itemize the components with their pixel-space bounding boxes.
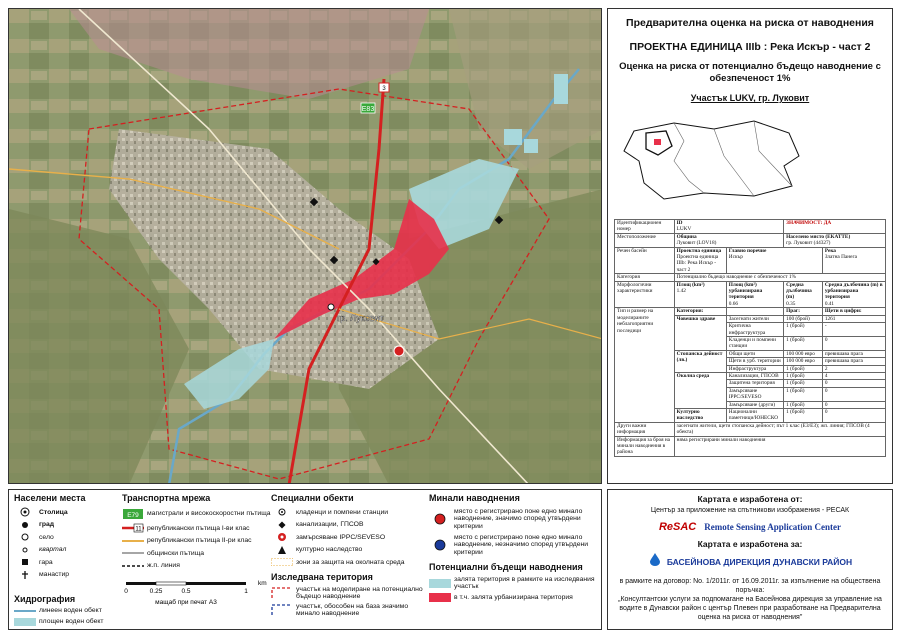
damage-value: 2	[822, 365, 885, 372]
seveso-icon	[271, 532, 293, 542]
legend-protected-zone: зони за защита на околната среда	[296, 558, 405, 566]
area-label: Площ (km²)	[676, 281, 705, 288]
damage-value: 1261	[822, 315, 885, 322]
legend-hydro-title: Хидрография	[14, 594, 76, 604]
damage-item: Критична инфраструктура	[726, 323, 783, 337]
resac-logo-row	[614, 518, 886, 536]
legend-flooded-urban: в т.ч. залята урбанизирана територия	[454, 593, 573, 601]
legend-significant-flood: място с регистрирано поне едно минало наводнение, значимо според утвърдени критерии	[454, 507, 583, 530]
unit-label: Проектна единица	[676, 247, 722, 254]
flooded-urban-icon	[429, 593, 451, 602]
municipal-road-icon	[122, 550, 144, 556]
heritage-icon	[271, 545, 293, 555]
credits-panel	[607, 489, 893, 630]
damage-threshold: 1 (брой)	[784, 365, 823, 372]
cat-header: Категория:	[674, 308, 726, 315]
legend-road-2nd: републикански пътища II-ри клас	[147, 537, 252, 545]
urban-depth-value: 0.41	[824, 300, 835, 307]
capital-icon	[14, 507, 36, 517]
location-label: Местоположение	[615, 233, 675, 247]
damage-threshold: 1 (брой)	[784, 387, 823, 401]
map-title: Предварителна оценка на риска от наводнения	[626, 17, 874, 29]
map-panel[interactable]	[8, 8, 602, 484]
road-sign-3-label: 3	[382, 86, 386, 92]
flood-area	[554, 74, 568, 104]
damage-rows	[615, 308, 886, 423]
area-value: 1.42	[676, 288, 686, 295]
scale-tick-3: 1	[244, 588, 248, 595]
urban-depth-label: Средна дълбочина (m) в урбанизирана територия	[824, 281, 883, 301]
past-boundary-icon	[271, 604, 293, 616]
damage-threshold: 100 (брой)	[784, 315, 823, 322]
legend-station: гара	[39, 558, 53, 566]
threshold-header: Праг:	[784, 308, 823, 315]
damage-value: 4	[822, 372, 885, 379]
damage-item: Общи щети	[726, 350, 783, 357]
flooded-area-icon	[429, 579, 451, 588]
flood-area	[524, 139, 538, 153]
legend-wells: кладенци и помпени станции	[296, 508, 389, 516]
damage-value: -	[822, 323, 885, 337]
damage-threshold: 100 000 евро	[784, 350, 823, 357]
client-row	[614, 552, 886, 571]
legend-transport	[122, 493, 282, 608]
legend-flooded-area: залята територия в рамките на изследвания участък	[454, 575, 595, 590]
id-label: Идентификационен номер	[615, 220, 675, 234]
damage-value: 0	[822, 408, 885, 422]
map-subtitle: Оценка на риска от потенциално бъдещо наводнение с обезпеченост 1%	[619, 61, 881, 84]
legend-linear-water: линеен воден обект	[39, 607, 102, 614]
water-drop-icon	[648, 552, 662, 571]
legend-capital: Столица	[39, 508, 68, 516]
damage-group: Културно наследство	[674, 408, 726, 422]
made-for-title: Картата е изработена за:	[697, 539, 803, 549]
damage-item: Канализации, ГПСОВ	[726, 372, 783, 379]
damage-item: Замърсяване IPPC/SEVESO	[726, 387, 783, 401]
client-name: БАСЕЙНОВА ДИРЕКЦИЯ ДУНАВСКИ РАЙОН	[666, 556, 853, 567]
e79-label: E79	[127, 512, 139, 519]
damage-threshold: 1 (брой)	[784, 336, 823, 350]
legend-highway: магистрали и високоскоростни пътища	[147, 510, 271, 518]
resac-logo: ReSAC	[658, 521, 697, 533]
town-marker	[328, 304, 334, 310]
damage-item: Засегнати жители	[726, 315, 783, 322]
legend-model-boundary: участък на моделиране на потенциално бъдещо наводнение	[296, 585, 423, 600]
scale-caption: мащаб при печат А3	[155, 599, 217, 606]
settlement-label: Населено място (ЕКАТТЕ)	[786, 233, 851, 240]
scale-tick-2: 0.5	[181, 588, 191, 595]
significant-flood-icon	[429, 513, 451, 525]
scale-tick-1: 0.25	[149, 588, 163, 595]
damage-item: Замърсяване (други)	[726, 401, 783, 408]
damage-item: Кладенци и помпени станции	[726, 336, 783, 350]
legend-settlements-title: Населени места	[14, 493, 86, 503]
damage-group: Човешко здраве	[674, 315, 726, 350]
monastery-icon	[14, 570, 36, 580]
project-unit: ПРОЕКТНА ЕДИНИЦА IIIb : Река Искър - част 2	[629, 41, 871, 53]
legend-quarter: квартал	[39, 546, 67, 554]
other-label: Други важни информация	[615, 422, 675, 436]
river-label: Река	[824, 247, 836, 254]
legend-village: село	[39, 533, 54, 541]
damage-value: 0	[822, 387, 885, 401]
legend-past-boundary: участък, обособен на база значимо минало наводнение	[296, 602, 409, 617]
damage-threshold: 1 (брой)	[784, 401, 823, 408]
legend-panel	[8, 489, 602, 630]
legend-transport-title: Транспортна мрежа	[122, 493, 211, 503]
insignificant-flood-icon	[429, 539, 451, 551]
legend-city: град	[39, 521, 55, 529]
legend-rail: ж.п. линия	[147, 562, 180, 570]
unit-value: Проектна единица IIIb: Река Искър - част 2	[676, 254, 719, 273]
legend-municipal-road: общински пътища	[147, 549, 205, 557]
sewer-icon	[271, 520, 293, 530]
id-key: ID	[676, 220, 683, 226]
highway-icon	[122, 508, 144, 520]
damage-item: Национални паметници/ЮНЕСКО	[726, 408, 783, 422]
damage-item: Инфраструктура	[726, 365, 783, 372]
section-name: Участък LUKV, гр. Луковит	[690, 93, 810, 103]
legend-special-title: Специални обекти	[271, 493, 354, 503]
legend-monastery: манастир	[39, 571, 70, 579]
legend-insignificant-flood: място с регистрирано поне едно минало наводнение, незначимо според утвърдени критерии	[454, 533, 589, 556]
model-boundary-icon	[271, 587, 293, 599]
flood-area	[504, 129, 522, 145]
depth-label: Средна дълбочина (m)	[786, 281, 812, 301]
category-label: Категория	[615, 274, 675, 281]
town-label: гр. Луковит	[337, 313, 384, 323]
info-table	[614, 219, 886, 457]
legend-area-water: площен воден обект	[39, 618, 104, 625]
legend-special	[271, 493, 429, 619]
road-2nd-icon	[122, 538, 144, 544]
legend-past-floods	[429, 493, 599, 604]
area-water-icon	[14, 618, 36, 626]
morph-label: Морфологични характеристики	[615, 281, 675, 308]
road-1st-icon	[122, 523, 144, 533]
protected-zone-icon	[271, 558, 293, 566]
damage-group: Околна среда	[674, 372, 726, 408]
damage-group: Стопанска дейност (лв.)	[674, 350, 726, 372]
r11-label: 11	[135, 526, 142, 533]
legend-study-title: Изследвана територия	[271, 571, 373, 582]
settlement-value: гр. Луковит (44327)	[786, 240, 831, 247]
satellite-map[interactable]	[9, 9, 602, 484]
village-icon	[14, 532, 36, 542]
legend-future-title: Потенциални бъдещи наводнения	[429, 562, 583, 572]
contract-text: в рамките на договор: No. 1/2011г. от 16.09.2011г. за изпълнение на обществена поръчка:	[619, 578, 881, 594]
municipality-value: Луковит (LOV18)	[676, 240, 717, 247]
damage-value: 0	[822, 380, 885, 387]
consortium-name: Център за приложение на спътникови изображения - РЕСАК	[650, 507, 850, 514]
made-by-title: Картата е изработена от:	[697, 494, 803, 504]
damage-label: Тип и размер на моделираните неблагоприятни последици	[615, 308, 675, 423]
main-river-value: Искър	[728, 254, 743, 261]
well-icon	[271, 507, 293, 517]
legend-seveso: замърсяване IPPC/SEVESO	[296, 533, 386, 541]
legend-past-title: Минали наводнения	[429, 493, 520, 503]
basin-label: Речен басейн	[615, 247, 675, 274]
scale-bar	[122, 578, 282, 608]
urban-area-label: Площ (km²) урбанизирана територия	[728, 281, 763, 301]
scale-tick-0: 0	[124, 588, 128, 595]
main-river-label: Главно поречие	[728, 247, 767, 254]
project-text: „Консултантски услуги за подпомагане на Басейнова дирекция за управление на водите в Дунавски район с център Плевен при разработване на Предварителна оценка на риска от наводнения"	[618, 596, 882, 621]
bulgaria-inset-map	[614, 111, 814, 206]
damage-value: 0	[822, 401, 885, 408]
seveso-marker	[394, 346, 404, 356]
id-value: LUKV	[676, 226, 692, 233]
info-panel	[607, 8, 893, 484]
damage-threshold: 1 (брой)	[784, 380, 823, 387]
other-value: засегнати жители, щети стопанска дейност; път 1 клас (ЕЗ/ЕЗ); жп. линия; ГПСОВ (4 обекта)	[674, 422, 885, 436]
damage-item: Щети в урб. територии	[726, 358, 783, 365]
legend-sewer: канализации, ГПСОВ	[296, 521, 364, 529]
damage-value: 0	[822, 336, 885, 350]
legend-heritage: културно наследство	[296, 546, 363, 554]
linear-water-icon	[14, 608, 36, 614]
city-icon	[14, 520, 36, 530]
damage-value: превишава прага	[822, 358, 885, 365]
past-label: Информация за броя на минали наводнения в района	[615, 436, 675, 456]
damage-value: превишава прага	[822, 350, 885, 357]
count-header: Щети в цифри:	[822, 308, 885, 315]
legend-road-1st: републикански пътища I-ви клас	[147, 524, 250, 532]
river-value: Златна Панега	[824, 254, 857, 261]
station-icon	[14, 557, 36, 567]
scale-unit: km	[258, 580, 267, 587]
urban-area-value: 0.66	[728, 300, 739, 307]
quarter-icon	[14, 545, 36, 555]
rail-icon	[122, 563, 144, 569]
resac-name: Remote Sensing Application Center	[704, 522, 842, 532]
road-sign-e83-label: E83	[361, 106, 375, 113]
past-value: няма регистрирани минали наводнения	[674, 436, 885, 456]
municipality-label: Община	[676, 233, 697, 240]
damage-threshold: 100 000 евро	[784, 358, 823, 365]
legend-settlements	[14, 493, 114, 581]
damage-item: Защитена територия	[726, 380, 783, 387]
category-value: Потенциално бъдещо наводнение с обезпеченост 1%	[674, 274, 885, 281]
damage-threshold: 1 (брой)	[784, 408, 823, 422]
damage-threshold: 1 (брой)	[784, 323, 823, 337]
damage-threshold: 1 (брой)	[784, 372, 823, 379]
depth-value: 0.35	[786, 300, 796, 307]
significance-value: ЗНАЧИМОСТ: ДА	[784, 220, 886, 234]
legend-hydro	[14, 594, 124, 627]
